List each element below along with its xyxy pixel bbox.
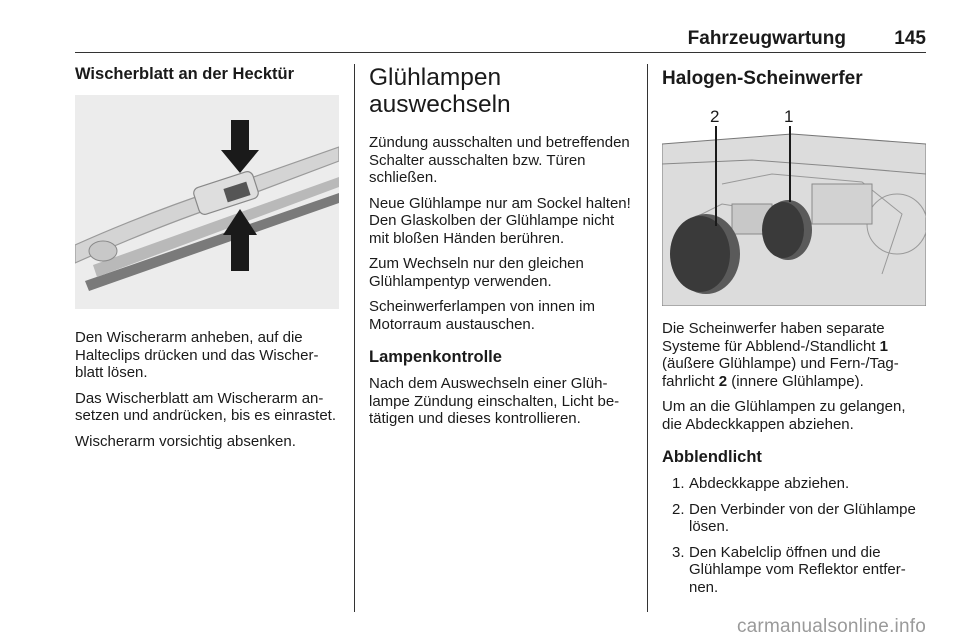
paragraph: Neue Glühlampe nur am Sockel halten! Den Glaskolben der Glühlampe nicht mit bloßen Händen berühren. <box>369 194 631 247</box>
section-title: Fahrzeugwartung <box>687 28 846 49</box>
column-halogen <box>662 64 926 604</box>
watermark: carmanualsonline.info <box>736 616 926 637</box>
paragraph: Den Wischerarm anheben, auf die Halteclips drücken und das Wischerblatt lösen. <box>75 329 319 381</box>
bulb-cap-1 <box>762 200 812 260</box>
steps-list <box>662 475 926 596</box>
paragraph: Zündung ausschalten und betreffenden Schalter ausschalten bzw. Türen schließen. <box>369 134 630 186</box>
paragraph: Zum Wechseln nur den gleichen Glühlampentyp verwenden. <box>369 255 584 290</box>
paragraph: Scheinwerferlampen von innen im Motorraum austauschen. <box>369 298 595 333</box>
list-item: 3. Den Kabelclip öffnen und die Glühlampe vom Reflektor entfernen. <box>672 543 906 596</box>
paragraph: Das Wischerblatt am Wischerarm ansetzen und andrücken, bis es einrastet. <box>75 389 336 424</box>
column-wiper-blade <box>75 64 339 458</box>
headlamp-figure <box>662 104 926 306</box>
heading-halogen: Halogen-Scheinwerfer <box>662 68 863 89</box>
list-item: 2. Den Verbinder von der Glühlampe lösen. <box>672 500 916 535</box>
figure-label-1: 1 <box>784 107 794 126</box>
bulb-cap-2 <box>670 214 740 294</box>
paragraph: Wischerarm vorsichtig absenken. <box>75 432 296 450</box>
title-bulb-replacement: Glühlampen auswechseln <box>369 64 511 118</box>
subheading-lamp-check: Lampenkontrolle <box>369 348 502 366</box>
column-divider <box>647 64 648 612</box>
paragraph: Nach dem Auswechseln einer Glühlampe Zündung einschalten, Licht betätigen und dieses kontrollieren. <box>369 375 620 427</box>
column-divider <box>354 64 355 612</box>
wiper-figure <box>75 95 339 309</box>
paragraph: Die Scheinwerfer haben separate Systeme für Abblend-/Standlicht 1 (äußere Glühlampe) und Fern-/Tagfahrlicht 2 (innere Glühlampe). <box>662 320 899 390</box>
paragraph: Um an die Glühlampen zu gelangen, die Abdeckkappen abziehen. <box>662 398 906 433</box>
page-header <box>75 22 926 53</box>
figure-label-2: 2 <box>710 107 720 126</box>
column-bulbs <box>369 64 635 436</box>
subheading-low-beam: Abblendlicht <box>662 448 762 466</box>
page-number: 145 <box>894 28 926 49</box>
heading-rear-wiper: Wischerblatt an der Hecktür <box>75 65 294 83</box>
list-item: 1. Abdeckkappe abziehen. <box>672 475 850 492</box>
